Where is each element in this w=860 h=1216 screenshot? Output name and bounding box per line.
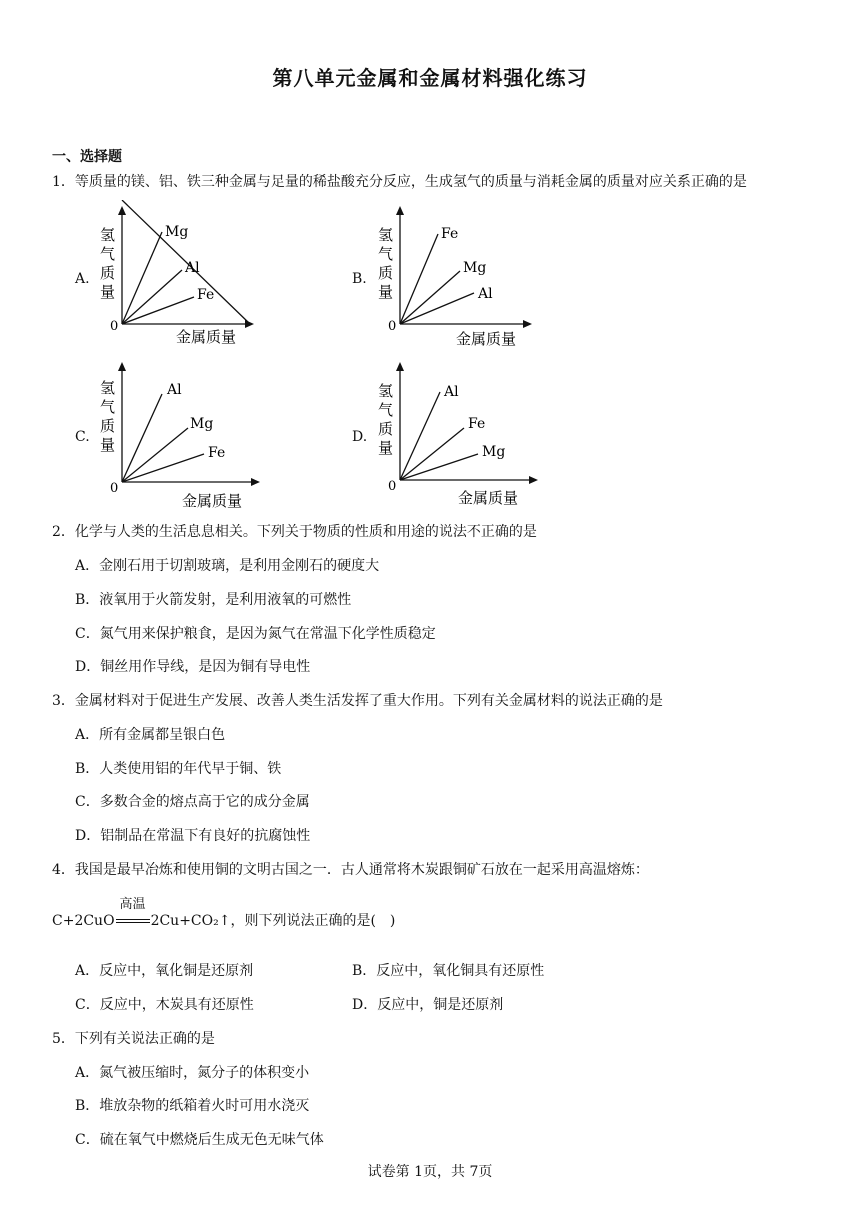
origin-label: 0 xyxy=(110,319,119,334)
q3-option-c: C．多数合金的熔点高于它的成分金属 xyxy=(75,794,310,810)
question-1-stem: 1．等质量的镁、铝、铁三种金属与足量的稀盐酸充分反应，生成氢气的质量与消耗金属的质量对应关系正确的是 xyxy=(52,174,747,190)
question-4-stem: 4．我国是最早冶炼和使用铜的文明古国之一．古人通常将木炭跟铜矿石放在一起采用高温熔炼： xyxy=(52,862,649,878)
q1-graph-a xyxy=(90,200,260,350)
line-1-label: Fe xyxy=(441,226,459,242)
line-2-label: Mg xyxy=(190,416,214,432)
line-3 xyxy=(122,454,204,482)
q1-graph-b xyxy=(368,200,538,350)
line-3-label: Mg xyxy=(482,444,506,460)
reaction-condition xyxy=(115,897,151,930)
equation-left: C+2CuO xyxy=(52,913,115,929)
x-axis-label: 金属质量 xyxy=(182,492,243,510)
y-axis-label-3: 质 xyxy=(378,420,394,438)
page-title: 第八单元金属和金属材料强化练习 xyxy=(272,66,588,90)
y-arrow xyxy=(118,362,126,371)
q3-option-d: D．铝制品在常温下有良好的抗腐蚀性 xyxy=(75,828,311,844)
x-arrow xyxy=(245,320,254,328)
y-axis-label-2: 气 xyxy=(378,245,394,263)
line-2-label: Al xyxy=(185,260,200,276)
origin-label: 0 xyxy=(388,479,397,494)
q5-option-a: A．氮气被压缩时，氮分子的体积变小 xyxy=(75,1065,310,1081)
y-arrow xyxy=(396,362,404,371)
q1-graph-d xyxy=(368,356,548,512)
question-3-stem: 3．金属材料对于促进生产发展、改善人类生活发挥了重大作用。下列有关金属材料的说法正确的是 xyxy=(52,693,663,709)
origin-label: 0 xyxy=(388,319,397,334)
q1-option-d-letter: D. xyxy=(352,429,368,445)
y-axis-label-1: 氢 xyxy=(100,226,116,244)
q4-option-c: C．反应中，木炭具有还原性 xyxy=(75,997,254,1013)
line-3 xyxy=(122,297,194,324)
x-axis-label: 金属质量 xyxy=(176,328,237,346)
line-1-label: Mg xyxy=(165,224,189,240)
question-2-stem: 2．化学与人类的生活息息相关。下列关于物质的性质和用途的说法不正确的是 xyxy=(52,524,537,540)
y-axis-label-3: 质 xyxy=(378,264,394,282)
line-1 xyxy=(400,392,440,480)
y-arrow xyxy=(118,206,126,215)
line-3-label: Fe xyxy=(208,445,226,461)
q1-option-a-letter: A. xyxy=(75,271,90,287)
line-1 xyxy=(122,394,162,482)
q4-option-b: B．反应中，氧化铜具有还原性 xyxy=(352,963,545,979)
q5-option-c: C．硫在氧气中燃烧后生成无色无味气体 xyxy=(75,1132,324,1148)
line-2-label: Fe xyxy=(468,416,486,432)
line-3-label: Al xyxy=(478,286,493,302)
origin-label: 0 xyxy=(110,481,119,496)
line-2 xyxy=(400,271,460,324)
y-axis-label-2: 气 xyxy=(100,245,116,263)
y-axis-label-3: 质 xyxy=(100,417,116,435)
y-axis-label-1: 氢 xyxy=(100,379,116,397)
y-axis-label-2: 气 xyxy=(100,398,116,416)
q1-option-c-letter: C. xyxy=(75,429,90,445)
x-axis-label: 金属质量 xyxy=(458,489,519,507)
q1-option-b-letter: B. xyxy=(352,271,367,287)
condition-text: 高温 xyxy=(119,897,146,912)
x-arrow xyxy=(251,478,260,486)
equation-right: 2Cu+CO₂↑，则下列说法正确的是( ) xyxy=(150,913,396,929)
y-axis-label-4: 量 xyxy=(378,439,394,457)
q5-option-b: B．堆放杂物的纸箱着火时可用水浇灭 xyxy=(75,1098,310,1114)
line-1-label: Al xyxy=(444,384,459,400)
q2-option-b: B．液氧用于火箭发射，是利用液氧的可燃性 xyxy=(75,592,352,608)
line-2 xyxy=(122,428,188,482)
x-axis-label: 金属质量 xyxy=(456,330,517,348)
y-axis-label-1: 氢 xyxy=(378,382,394,400)
section-heading: 一、选择题 xyxy=(52,149,122,165)
y-axis-label-2: 气 xyxy=(378,401,394,419)
page-footer: 试卷第 1页，共 7页 xyxy=(367,1164,493,1180)
equals-sign xyxy=(116,919,150,923)
question-5-stem: 5．下列有关说法正确的是 xyxy=(52,1031,215,1047)
y-axis-label-4: 量 xyxy=(378,283,394,301)
line-3-label: Fe xyxy=(197,287,215,303)
q2-option-c: C．氮气用来保护粮食，是因为氮气在常温下化学性质稳定 xyxy=(75,626,436,642)
line-2 xyxy=(400,428,464,480)
q4-option-d: D．反应中，铜是还原剂 xyxy=(352,997,504,1013)
q4-option-a: A．反应中，氧化铜是还原剂 xyxy=(75,963,254,979)
y-axis-label-1: 氢 xyxy=(378,226,394,244)
q3-option-b: B．人类使用铝的年代早于铜、铁 xyxy=(75,761,282,777)
q2-option-d: D．铜丝用作导线，是因为铜有导电性 xyxy=(75,659,311,675)
q4-equation xyxy=(52,897,396,930)
q3-option-a: A．所有金属都呈银白色 xyxy=(75,727,226,743)
y-axis-label-4: 量 xyxy=(100,283,116,301)
q2-option-a: A．金刚石用于切割玻璃，是利用金刚石的硬度大 xyxy=(75,558,380,574)
x-arrow xyxy=(523,320,532,328)
line-1-label: Al xyxy=(167,382,182,398)
y-axis-label-4: 量 xyxy=(100,436,116,454)
y-axis-label-3: 质 xyxy=(100,264,116,282)
q1-graph-c xyxy=(90,356,270,512)
line-3 xyxy=(400,454,478,480)
x-arrow xyxy=(529,476,538,484)
y-arrow xyxy=(396,206,404,215)
line-2-label: Mg xyxy=(463,260,487,276)
line-1 xyxy=(122,232,162,324)
line-2 xyxy=(122,270,182,324)
